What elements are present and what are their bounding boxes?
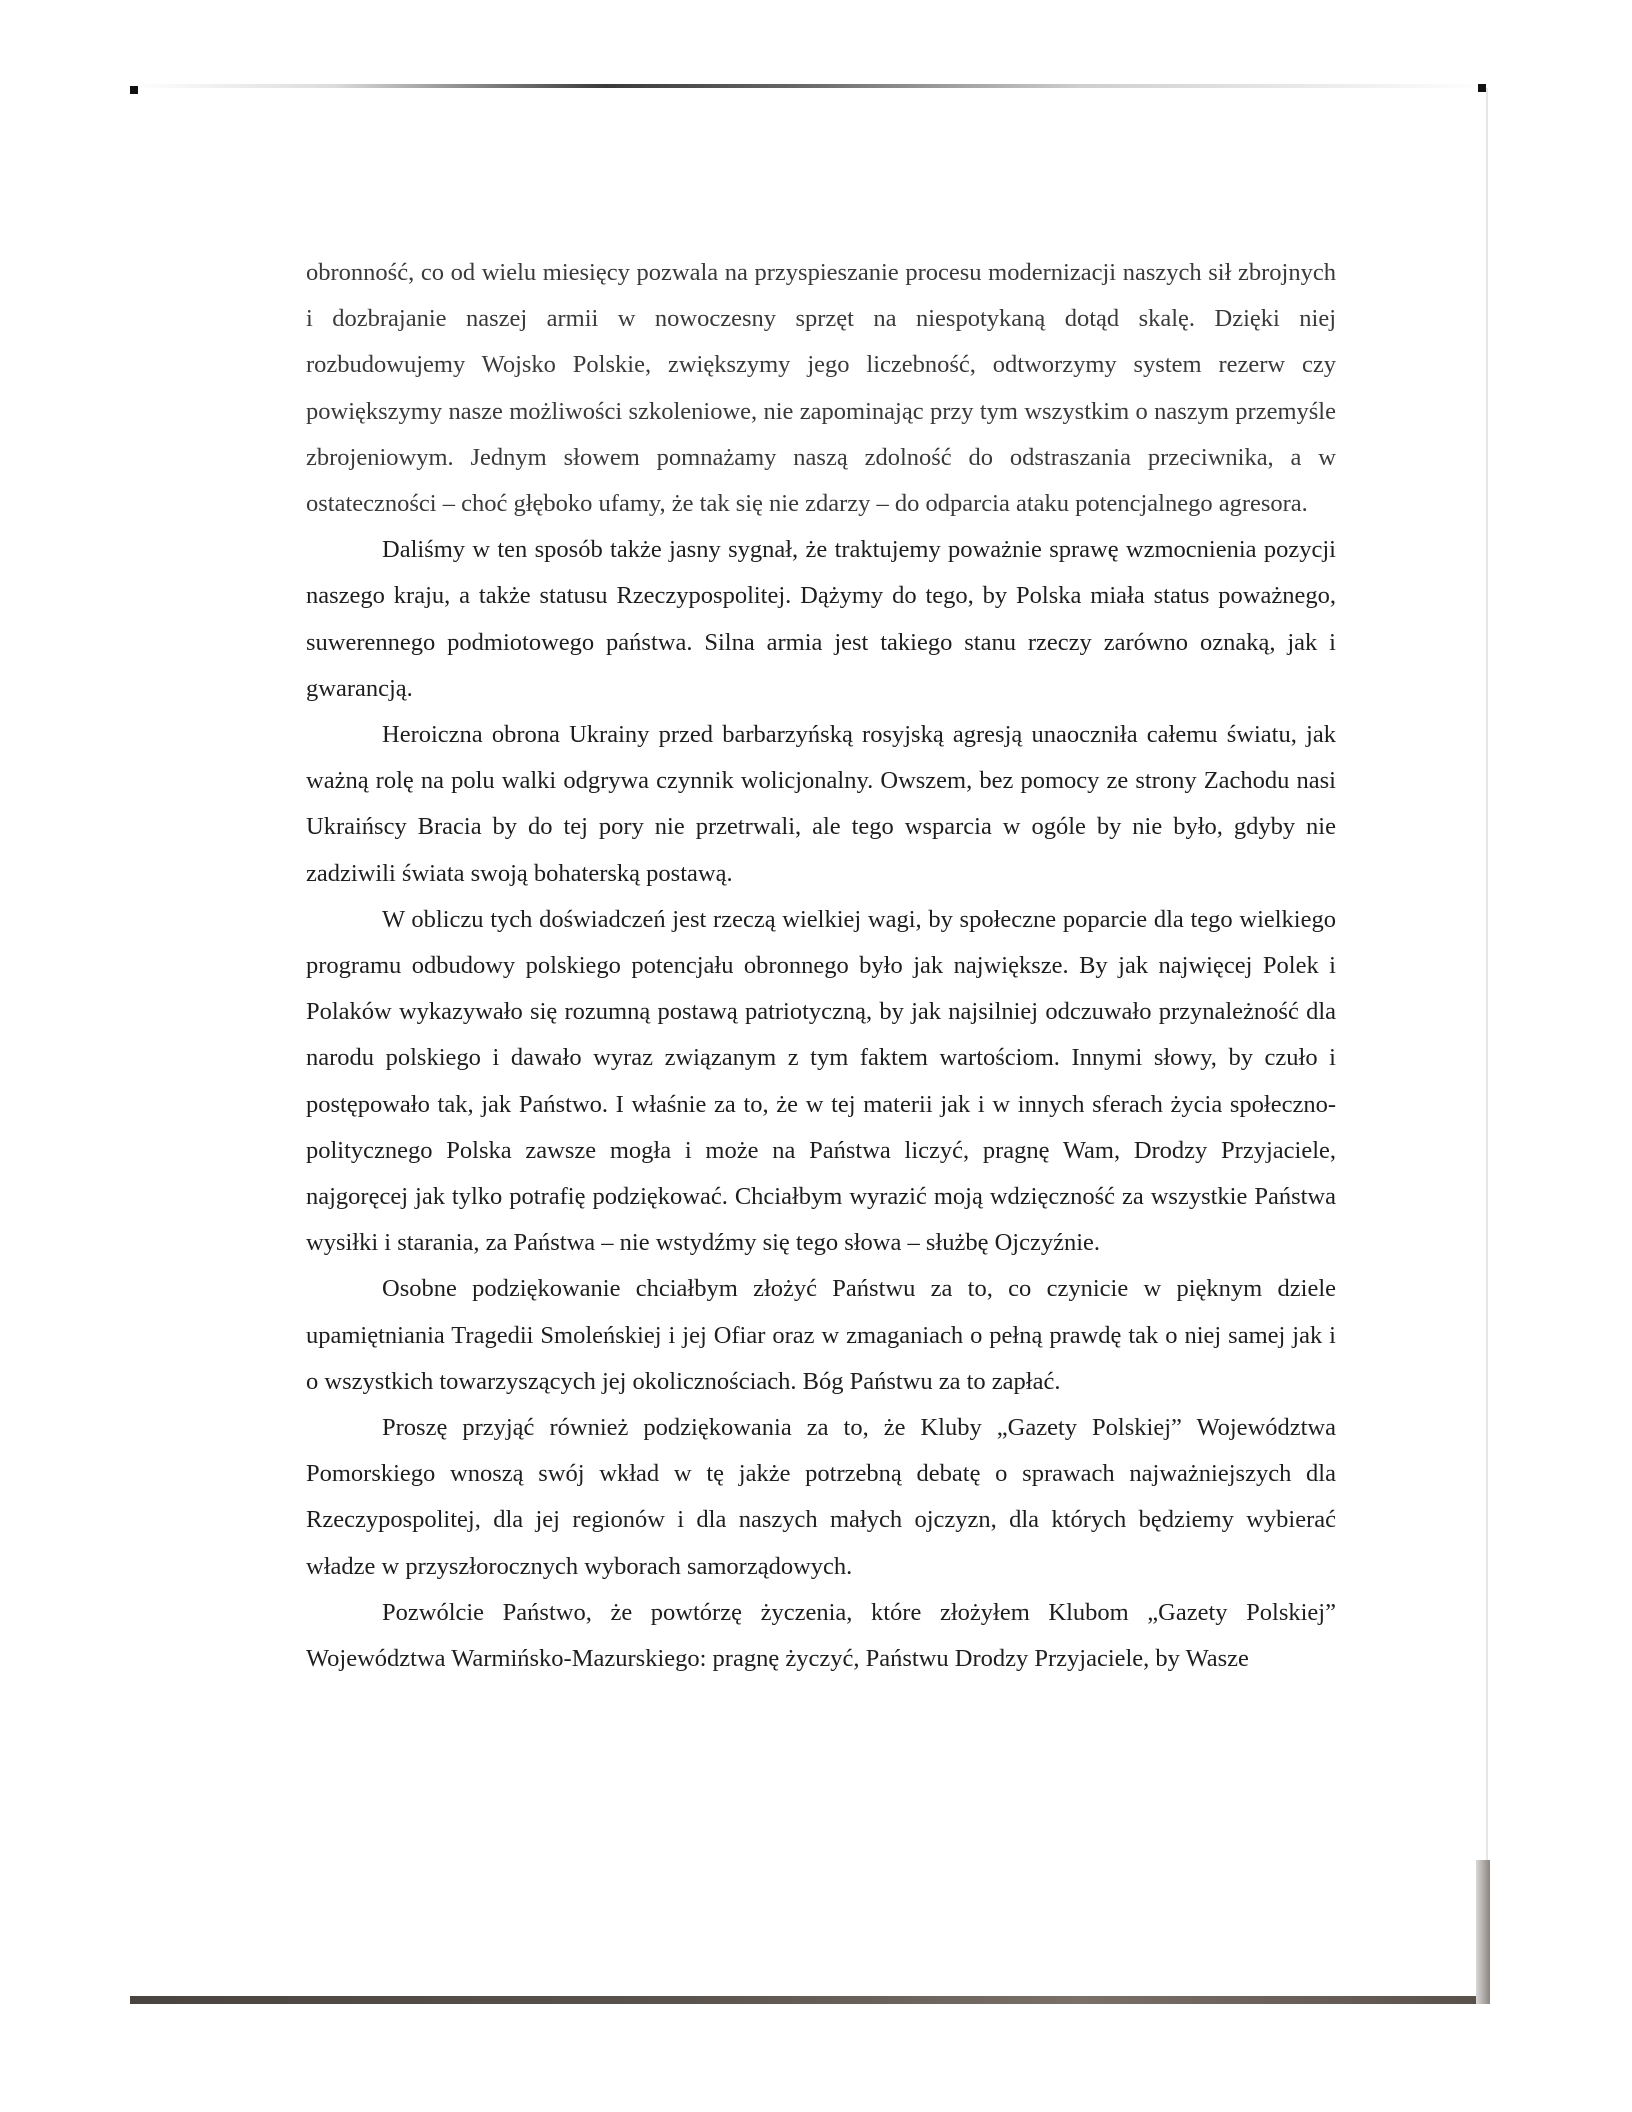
page-right-edge: [1476, 1860, 1490, 2004]
paragraph-2: Daliśmy w ten sposób także jasny sygnał, że traktujemy poważnie sprawę wzmocnienia pozycji naszego kraju, a także statusu Rzeczypospolitej. Dążymy do tego, by Polska miała status poważnego, suwerennego podmiotowego państwa. Silna armia jest takiego stanu rzeczy zarówno oznaką, jak i gwarancją.: [306, 536, 1336, 702]
paragraph-5: Osobne podziękowanie chciałbym złożyć Państwu za to, co czynicie w pięknym dziele upamiętniania Tragedii Smoleńskiej i jej Ofiar oraz w zmaganiach o pełną prawdę tak o niej samej jak i o wszystkich towarzyszących jej okolicznościach. Bóg Państwu za to zapłać.: [306, 1275, 1336, 1395]
document-body: [306, 250, 1336, 1682]
page-top-edge: [130, 84, 1488, 88]
punch-mark-left: [130, 86, 138, 94]
paragraph-4: W obliczu tych doświadczeń jest rzeczą wielkiej wagi, by społeczne poparcie dla tego wielkiego programu odbudowy polskiego potencjału obronnego było jak największe. By jak najwięcej Polek i Polaków wykazywało się rozumną postawą patriotyczną, by jak najsilniej odczuwało przynależność dla narodu polskiego i dawało wyraz związanym z tym faktem wartościom. Innymi słowy, by czuło i postępowało tak, jak Państwo. I właśnie za to, że w tej materii jak i w innych sferach życia społeczno-politycznego Polska zawsze mogła i może na Państwa liczyć, pragnę Wam, Drodzy Przyjaciele, najgoręcej jak tylko potrafię podziękować. Chciałbym wyrazić moją wdzięczność za wszystkie Państwa wysiłki i starania, za Państwa – nie wstydźmy się tego słowa – służbę Ojczyźnie.: [306, 905, 1336, 1257]
punch-mark-right: [1478, 84, 1486, 92]
paragraph-1: obronność, co od wielu miesięcy pozwala na przyspieszanie procesu modernizacji naszych sił zbrojnych i dozbrajanie naszej armii w nowoczesny sprzęt na niespotykaną dotąd skalę. Dzięki niej rozbudowujemy Wojsko Polskie, zwiększymy jego liczebność, odtworzymy system rezerw czy powiększymy nasze możliwości szkoleniowe, nie zapominając przy tym wszystkim o naszym przemyśle zbrojeniowym. Jednym słowem pomnażamy naszą zdolność do odstraszania przeciwnika, a w ostateczności – choć głęboko ufamy, że tak się nie zdarzy – do odparcia ataku potencjalnego agresora.: [306, 259, 1336, 518]
paragraph-7: Pozwólcie Państwo, że powtórzę życzenia, które złożyłem Klubom „Gazety Polskiej” Województwa Warmińsko-Mazurskiego: pragnę życzyć, Państwu Drodzy Przyjaciele, by Wasze: [306, 1598, 1336, 1673]
page-bottom-edge: [130, 1996, 1488, 2004]
paragraph-3: Heroiczna obrona Ukrainy przed barbarzyńską rosyjską agresją unaoczniła całemu światu, jak ważną rolę na polu walki odgrywa czynnik wolicjonalny. Owszem, bez pomocy ze strony Zachodu nasi Ukraińscy Bracia by do tej pory nie przetrwali, ale tego wsparcia w ogóle by nie było, gdyby nie zadziwili świata swoją bohaterską postawą.: [306, 721, 1336, 887]
paragraph-6: Proszę przyjąć również podziękowania za to, że Kluby „Gazety Polskiej” Województwa Pomorskiego wnoszą swój wkład w tę jakże potrzebną debatę o sprawach najważniejszych dla Rzeczypospolitej, dla jej regionów i dla naszych małych ojczyzn, dla których będziemy wybierać władze w przyszłorocznych wyborach samorządowych.: [306, 1414, 1336, 1580]
